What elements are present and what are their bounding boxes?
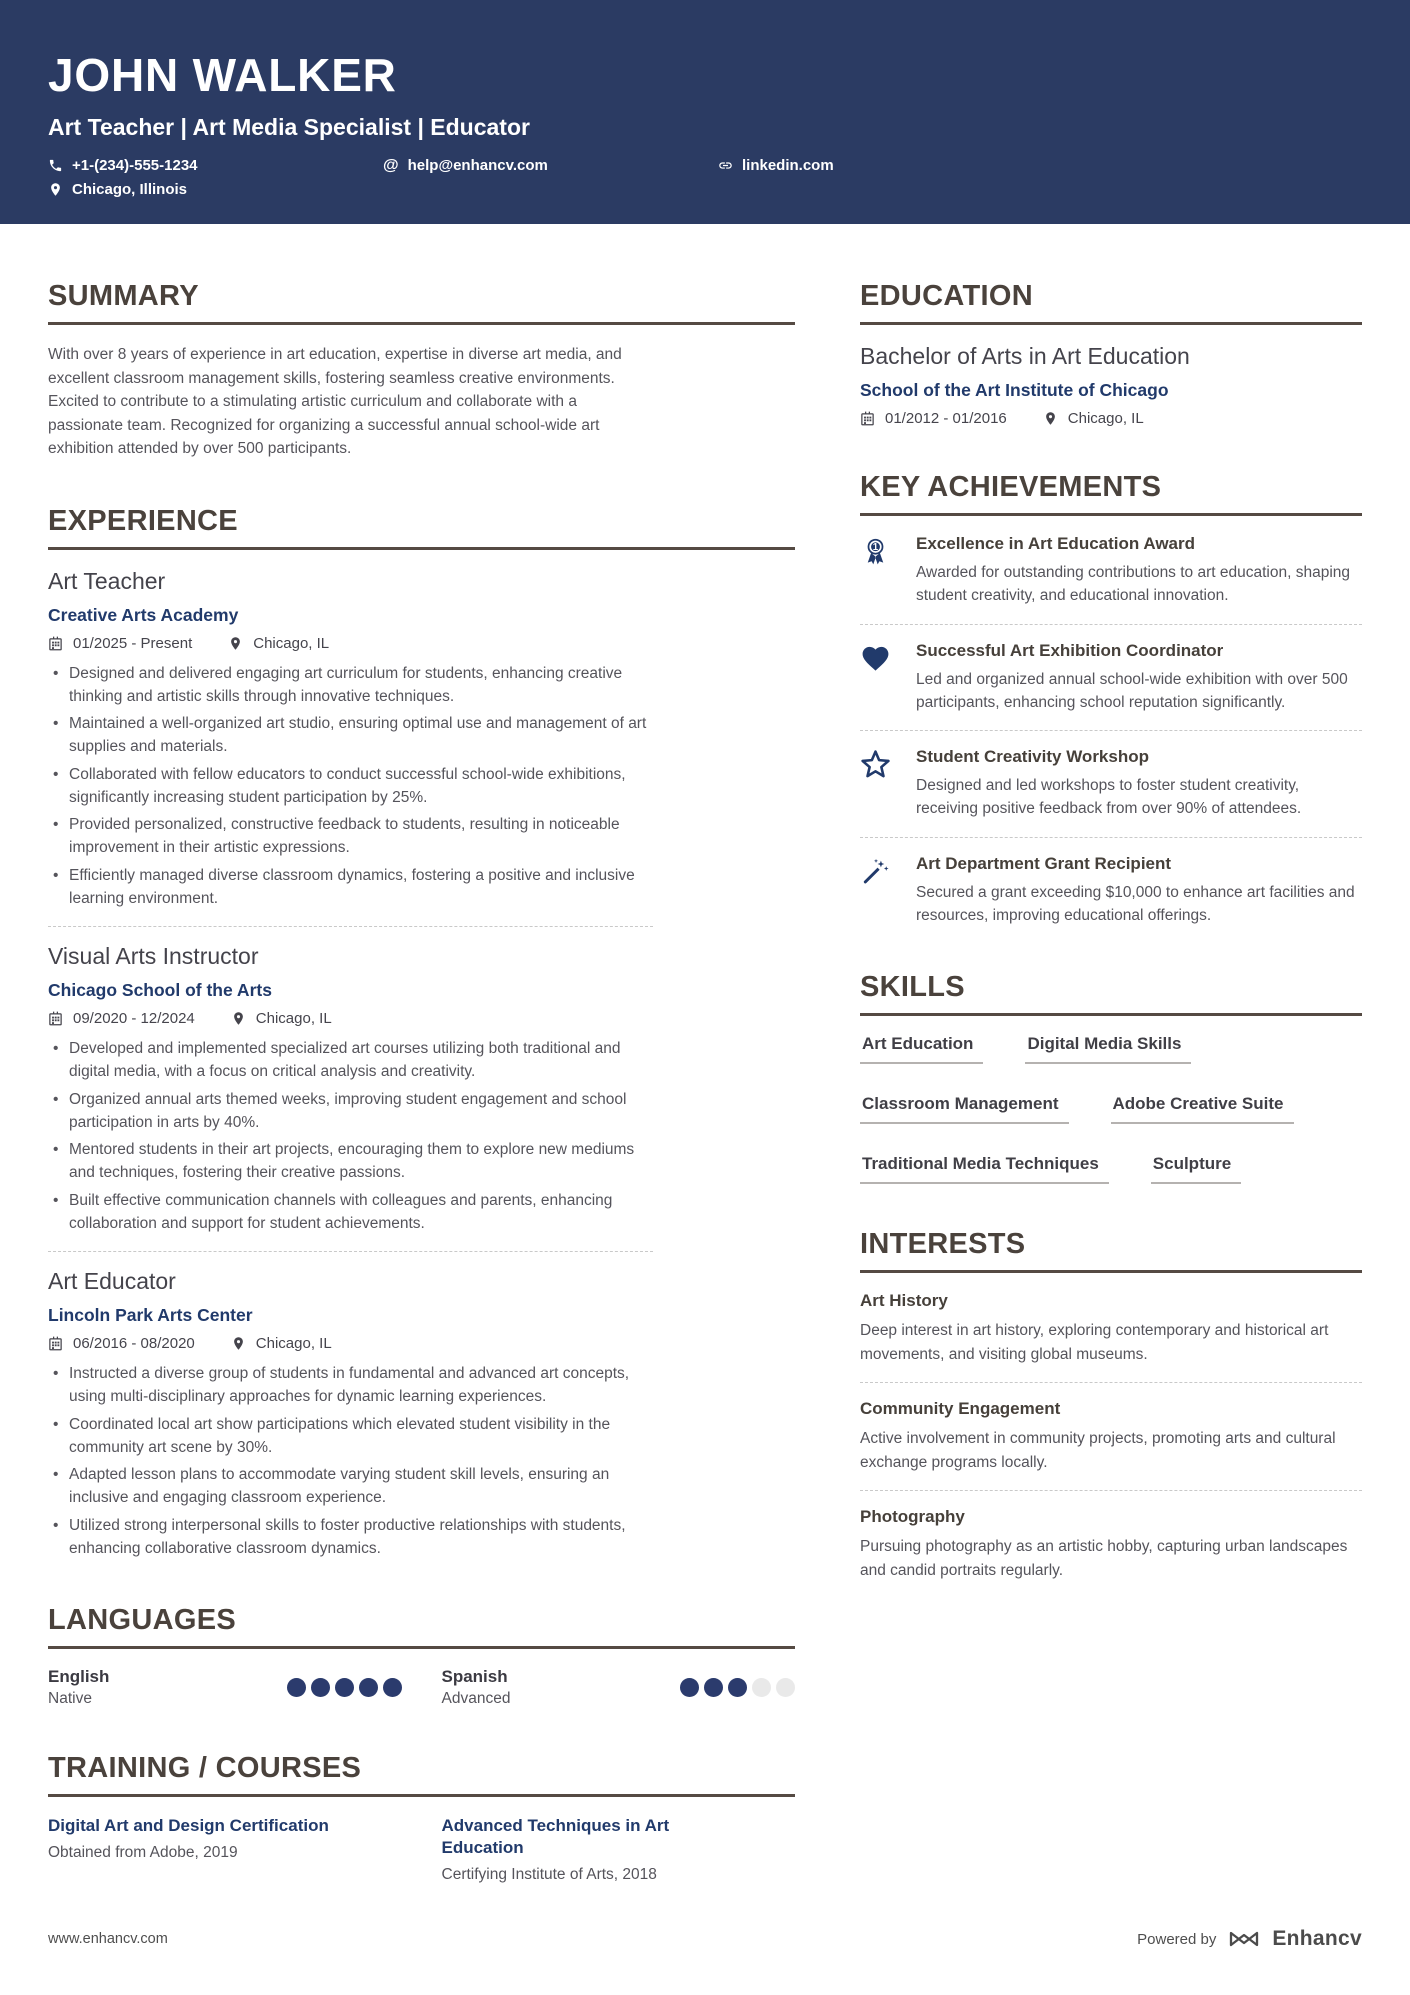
achievement-item bbox=[860, 534, 1362, 608]
skill-tag: Sculpture bbox=[1151, 1154, 1241, 1184]
interests-section bbox=[860, 1228, 1362, 1582]
divider bbox=[860, 624, 1362, 625]
bullet-item: • Collaborated with fellow educators to conduct successful school-wide exhibitions, significantly increasing student participation by 25%. bbox=[48, 763, 653, 810]
achievement-title: Successful Art Exhibition Coordinator bbox=[916, 640, 1224, 660]
divider bbox=[48, 926, 653, 927]
interests-heading: INTERESTS bbox=[860, 1228, 1362, 1273]
course-title: Digital Art and Design Certification bbox=[48, 1816, 329, 1836]
calendar-icon bbox=[48, 636, 63, 651]
divider bbox=[860, 1490, 1362, 1491]
interest-item bbox=[860, 1291, 1362, 1366]
powered-by bbox=[1137, 1927, 1362, 1951]
header bbox=[0, 0, 1410, 224]
bullet-item: • Coordinated local art show participations which elevated student visibility in the community art scene by 30%. bbox=[48, 1413, 653, 1460]
language-name: English bbox=[48, 1667, 110, 1687]
skills-section bbox=[860, 971, 1362, 1184]
person-name: JOHN WALKER bbox=[48, 49, 397, 101]
language-level: Native bbox=[48, 1690, 92, 1708]
job-meta bbox=[48, 635, 795, 652]
courses-row bbox=[48, 1815, 795, 1884]
star-icon bbox=[860, 747, 898, 821]
achievement-title: Excellence in Art Education Award bbox=[916, 534, 1196, 553]
education-meta bbox=[860, 410, 1362, 427]
location-contact bbox=[48, 181, 383, 198]
proficiency-dot bbox=[704, 1678, 723, 1697]
left-column bbox=[48, 280, 795, 1928]
at-icon: @ bbox=[383, 156, 399, 174]
proficiency-dot bbox=[335, 1678, 354, 1697]
job-dates: 01/2025 - Present bbox=[73, 634, 193, 652]
job-title: Art Educator bbox=[48, 1268, 176, 1295]
proficiency-dots bbox=[680, 1678, 795, 1697]
interest-item bbox=[860, 1507, 1362, 1582]
job-title: Art Teacher bbox=[48, 567, 166, 594]
interest-title: Art History bbox=[860, 1291, 948, 1310]
job-bullets bbox=[48, 1362, 653, 1560]
bullet-item: • Instructed a diverse group of students in fundamental and advanced art concepts, using multi-disciplinary approaches for dynamic learning experiences. bbox=[48, 1362, 653, 1409]
bullet-item: • Organized annual arts themed weeks, improving student engagement and school participation in arts by 40%. bbox=[48, 1088, 653, 1135]
achievement-text: Designed and led workshops to foster student creativity, receiving positive feedback from over 90% of attendees. bbox=[916, 777, 1302, 818]
svg-text:1: 1 bbox=[872, 542, 879, 554]
interest-text: Active involvement in community projects, promoting arts and cultural exchange programs locally. bbox=[860, 1430, 1336, 1471]
skill-tag: Art Education bbox=[860, 1034, 983, 1064]
skill-tag: Adobe Creative Suite bbox=[1111, 1094, 1294, 1124]
linkedin-url[interactable]: linkedin.com bbox=[742, 157, 834, 174]
medal-icon bbox=[860, 534, 898, 608]
job-title: Visual Arts Instructor bbox=[48, 943, 259, 970]
proficiency-dot bbox=[728, 1678, 747, 1697]
language-level: Advanced bbox=[441, 1690, 511, 1708]
skill-tag: Traditional Media Techniques bbox=[860, 1154, 1109, 1184]
location-pin-icon bbox=[228, 636, 243, 651]
interest-text: Deep interest in art history, exploring contemporary and historical art movements, and visiting global museums. bbox=[860, 1322, 1329, 1363]
interest-item bbox=[860, 1399, 1362, 1474]
job-location: Chicago, IL bbox=[255, 1335, 332, 1353]
powered-by-label: Powered by bbox=[1137, 1930, 1217, 1948]
education-location: Chicago, IL bbox=[1067, 410, 1144, 427]
bullet-item: • Developed and implemented specialized art courses utilizing both traditional and digital media, with a focus on critical analysis and creativity. bbox=[48, 1037, 653, 1084]
enhancv-logo-icon bbox=[1227, 1928, 1261, 1950]
achievement-text: Awarded for outstanding contributions to art education, shaping student creativity, and educational innovation. bbox=[916, 564, 1350, 605]
experience-heading: EXPERIENCE bbox=[48, 505, 795, 550]
proficiency-dot bbox=[383, 1678, 402, 1697]
languages-section bbox=[48, 1604, 795, 1708]
bullet-item: • Provided personalized, constructive feedback to students, resulting in noticeable improvement in their artistic expressions. bbox=[48, 813, 653, 860]
divider bbox=[48, 1251, 653, 1252]
job-bullets bbox=[48, 1037, 653, 1235]
footer bbox=[48, 1927, 1362, 1951]
achievements-section bbox=[860, 471, 1362, 927]
achievement-item bbox=[860, 747, 1362, 821]
proficiency-dot bbox=[752, 1678, 771, 1697]
summary-text: With over 8 years of experience in art education, expertise in diverse art media, and excellent classroom management skills, fostering seamless creative environments. Excited to contribute to a stimulating artistic curriculum and collaborate with a passionate team. Recognized for organizing a successful annual school-wide art exhibition attended by over 500 participants. bbox=[48, 346, 622, 458]
calendar-icon bbox=[48, 1336, 63, 1351]
interest-title: Photography bbox=[860, 1507, 965, 1527]
email-address[interactable]: help@enhancv.com bbox=[407, 157, 548, 174]
location-pin-icon bbox=[48, 182, 63, 197]
education-section bbox=[860, 280, 1362, 427]
language-item bbox=[442, 1667, 796, 1708]
email-contact[interactable] bbox=[383, 157, 718, 174]
skill-tag: Digital Media Skills bbox=[1025, 1034, 1191, 1064]
language-item bbox=[48, 1667, 402, 1708]
interest-text: Pursuing photography as an artistic hobby, capturing urban landscapes and candid portraits regularly. bbox=[860, 1538, 1348, 1579]
location-text: Chicago, Illinois bbox=[72, 181, 188, 198]
experience-section bbox=[48, 505, 795, 1561]
proficiency-dot bbox=[680, 1678, 699, 1697]
phone-number: +1-(234)-555-1234 bbox=[72, 157, 198, 174]
course-subtitle: Obtained from Adobe, 2019 bbox=[48, 1844, 238, 1862]
course-subtitle: Certifying Institute of Arts, 2018 bbox=[441, 1866, 657, 1884]
achievements-heading: KEY ACHIEVEMENTS bbox=[860, 471, 1362, 516]
heart-icon bbox=[860, 641, 898, 715]
job-location: Chicago, IL bbox=[253, 634, 330, 652]
education-degree: Bachelor of Arts in Art Education bbox=[860, 343, 1190, 369]
phone-icon bbox=[48, 158, 63, 173]
person-headline: Art Teacher | Art Media Specialist | Educator bbox=[48, 114, 530, 140]
bullet-item: • Designed and delivered engaging art curriculum for students, enhancing creative thinking and artistic skills through innovative techniques. bbox=[48, 662, 653, 709]
course-title: Advanced Techniques in Art Education bbox=[441, 1816, 670, 1858]
languages-heading: LANGUAGES bbox=[48, 1604, 795, 1649]
job-meta bbox=[48, 1010, 795, 1027]
bullet-item: • Adapted lesson plans to accommodate varying student skill levels, ensuring an inclusive and engaging classroom experience. bbox=[48, 1463, 653, 1510]
skills-heading: SKILLS bbox=[860, 971, 1362, 1016]
right-column bbox=[860, 280, 1362, 1928]
achievement-text: Secured a grant exceeding $10,000 to enhance art facilities and resources, improving educational offerings. bbox=[916, 883, 1355, 924]
job-location: Chicago, IL bbox=[255, 1010, 332, 1028]
divider bbox=[860, 837, 1362, 838]
training-section bbox=[48, 1752, 795, 1884]
main-content bbox=[0, 224, 1410, 1928]
footer-website: www.enhancv.com bbox=[48, 1931, 168, 1947]
bullet-item: • Mentored students in their art projects, encouraging them to explore new mediums and techniques, fostering their creative passions. bbox=[48, 1138, 653, 1185]
link-icon bbox=[718, 158, 733, 173]
enhancv-brand-name: Enhancv bbox=[1272, 1927, 1362, 1950]
wand-icon bbox=[860, 854, 898, 928]
language-name: Spanish bbox=[441, 1667, 508, 1687]
contact-row bbox=[48, 157, 1362, 198]
skill-tags bbox=[860, 1034, 1362, 1184]
job-entry bbox=[48, 943, 795, 1235]
bullet-item: • Maintained a well-organized art studio, ensuring optimal use and management of art supplies and materials. bbox=[48, 712, 653, 759]
training-heading: TRAINING / COURSES bbox=[48, 1752, 795, 1797]
job-dates: 09/2020 - 12/2024 bbox=[73, 1010, 195, 1028]
job-entry bbox=[48, 568, 795, 911]
job-dates: 06/2016 - 08/2020 bbox=[73, 1335, 195, 1353]
job-bullets bbox=[48, 662, 653, 911]
location-pin-icon bbox=[1043, 411, 1058, 426]
job-entry bbox=[48, 1268, 795, 1560]
job-company: Creative Arts Academy bbox=[48, 604, 239, 625]
calendar-icon bbox=[860, 411, 875, 426]
summary-section bbox=[48, 280, 795, 461]
education-heading: EDUCATION bbox=[860, 280, 1362, 325]
bullet-item: • Efficiently managed diverse classroom dynamics, fostering a positive and inclusive learning environment. bbox=[48, 864, 653, 911]
linkedin-contact[interactable] bbox=[718, 157, 1362, 174]
bullet-item: • Built effective communication channels with colleagues and parents, enhancing collaboration and support for student achievements. bbox=[48, 1189, 653, 1236]
proficiency-dot bbox=[776, 1678, 795, 1697]
location-pin-icon bbox=[231, 1011, 246, 1026]
education-school: School of the Art Institute of Chicago bbox=[860, 380, 1169, 400]
course-item bbox=[48, 1815, 402, 1884]
divider bbox=[860, 730, 1362, 731]
skill-tag: Classroom Management bbox=[860, 1094, 1069, 1124]
proficiency-dots bbox=[287, 1678, 402, 1697]
bullet-item: • Utilized strong interpersonal skills to foster productive relationships with students, enhancing collaborative classroom dynamics. bbox=[48, 1514, 653, 1561]
location-pin-icon bbox=[231, 1336, 246, 1351]
proficiency-dot bbox=[287, 1678, 306, 1697]
interest-title: Community Engagement bbox=[860, 1399, 1061, 1419]
education-dates: 01/2012 - 01/2016 bbox=[885, 410, 1007, 427]
calendar-icon bbox=[48, 1011, 63, 1026]
divider bbox=[860, 1382, 1362, 1383]
achievement-title: Art Department Grant Recipient bbox=[916, 853, 1172, 873]
achievement-text: Led and organized annual school-wide exhibition with over 500 participants, enhancing school reputation significantly. bbox=[916, 670, 1348, 711]
languages-row bbox=[48, 1667, 795, 1708]
job-company: Chicago School of the Arts bbox=[48, 980, 272, 1001]
achievement-item bbox=[860, 641, 1362, 715]
job-company: Lincoln Park Arts Center bbox=[48, 1305, 253, 1326]
course-item bbox=[442, 1815, 796, 1884]
achievement-title: Student Creativity Workshop bbox=[916, 747, 1149, 766]
achievement-item bbox=[860, 854, 1362, 928]
job-meta bbox=[48, 1335, 795, 1352]
proficiency-dot bbox=[311, 1678, 330, 1697]
summary-heading: SUMMARY bbox=[48, 280, 795, 325]
proficiency-dot bbox=[359, 1678, 378, 1697]
phone-contact bbox=[48, 157, 383, 174]
